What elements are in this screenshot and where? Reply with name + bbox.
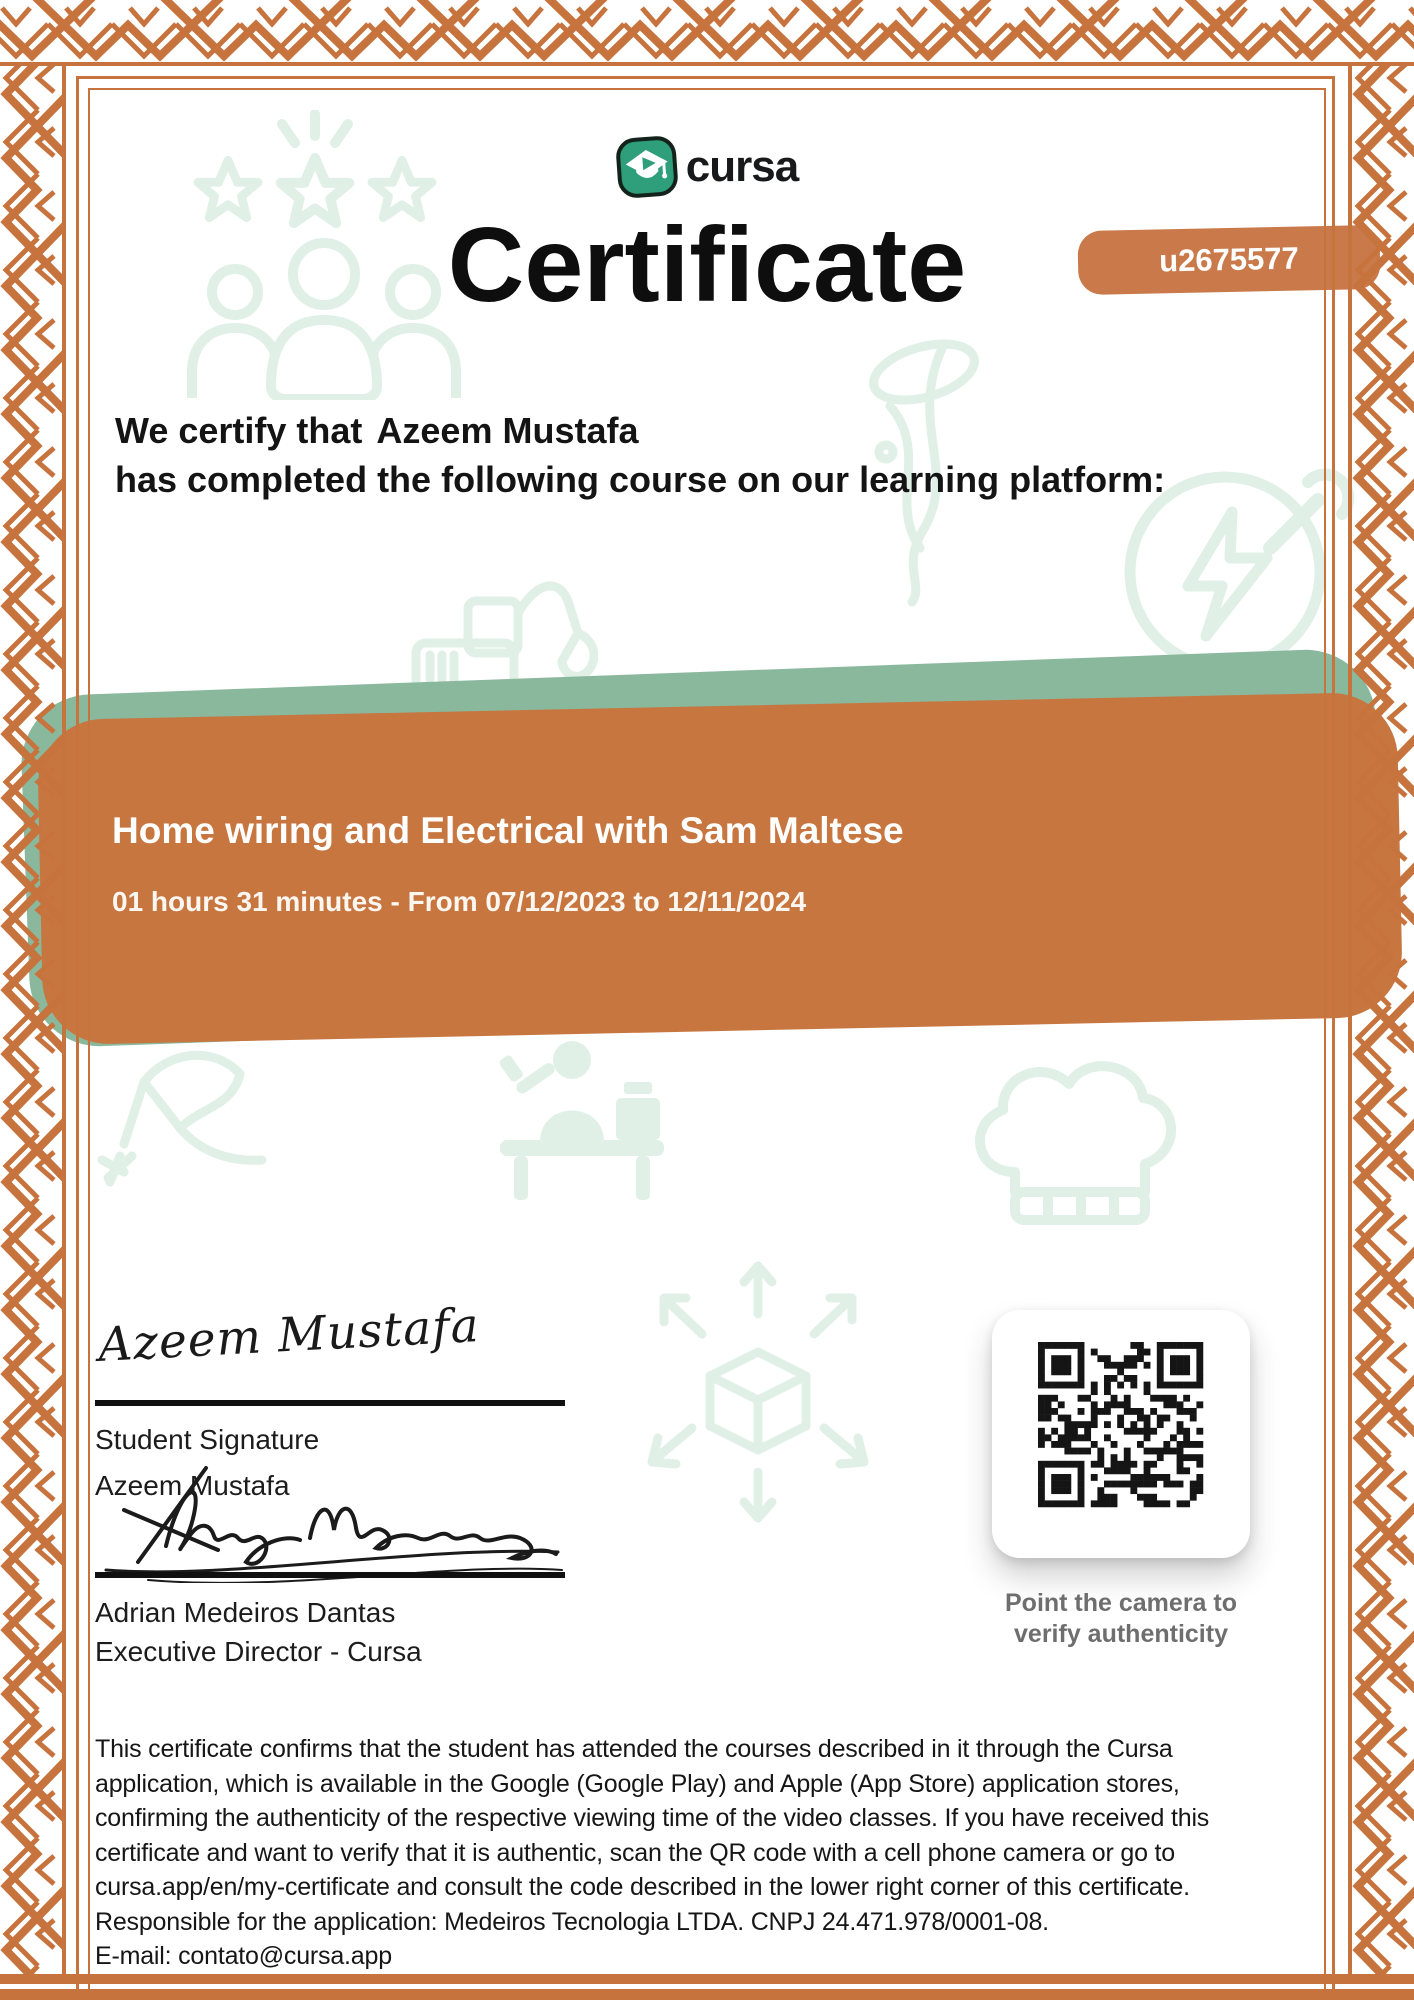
inner-frame-inner (88, 88, 1326, 2000)
certificate-title: Certificate (447, 206, 967, 324)
student-signature-label: Student Signature (95, 1424, 320, 1455)
director-role: Executive Director - Cursa (95, 1636, 422, 1667)
director-name: Adrian Medeiros Dantas (95, 1597, 396, 1628)
certificate-id: u2675577 (1158, 240, 1300, 279)
bottom-bar-2 (0, 1989, 1414, 2000)
intro-line-1: We certify that Azeem Mustafa (115, 410, 639, 451)
brand-name: cursa (685, 142, 799, 191)
student-signature-script: Azeem Mustafa (96, 1298, 481, 1373)
course-details: 01 hours 31 minutes - From 07/12/2023 to 12/11/2024 (112, 886, 807, 917)
border-edge-right (1348, 62, 1352, 1975)
border-edge-top (0, 62, 1414, 66)
student-name: Azeem Mustafa (376, 410, 639, 451)
border-edge-left (62, 62, 66, 1975)
course-title: Home wiring and Electrical with Sam Maltese (112, 810, 904, 851)
student-signature-name: Azeem Mustafa (95, 1470, 290, 1501)
footer-text: This certificate confirms that the student has attended the courses described in it through the Cursa application, which is available in the Google (Google Play) and Apple (App Store) application stores, confirming the authenticity of the respective viewing time of the video classes. If you have received this certificate and want to verify that it is authentic, scan the QR code with a cell phone camera or go to cursa.app/en/my-certificate and consult the code described in the lower right corner of this certificate. Responsible for the application: Medeiros Tecnologia LTDA. CNPJ 24.471.978/0001-08. E-mail: contato@cursa.app (95, 1735, 1210, 1970)
border-lattice-top (0, 0, 1414, 62)
border-lattice-right (1352, 62, 1414, 1975)
qr-caption: Point the camera to verify authenticity (1005, 1589, 1237, 1648)
border-lattice-left (0, 62, 62, 1975)
bottom-bar-1 (0, 1974, 1414, 1984)
intro-line-2: has completed the following course on our learning platform: (115, 459, 1166, 500)
